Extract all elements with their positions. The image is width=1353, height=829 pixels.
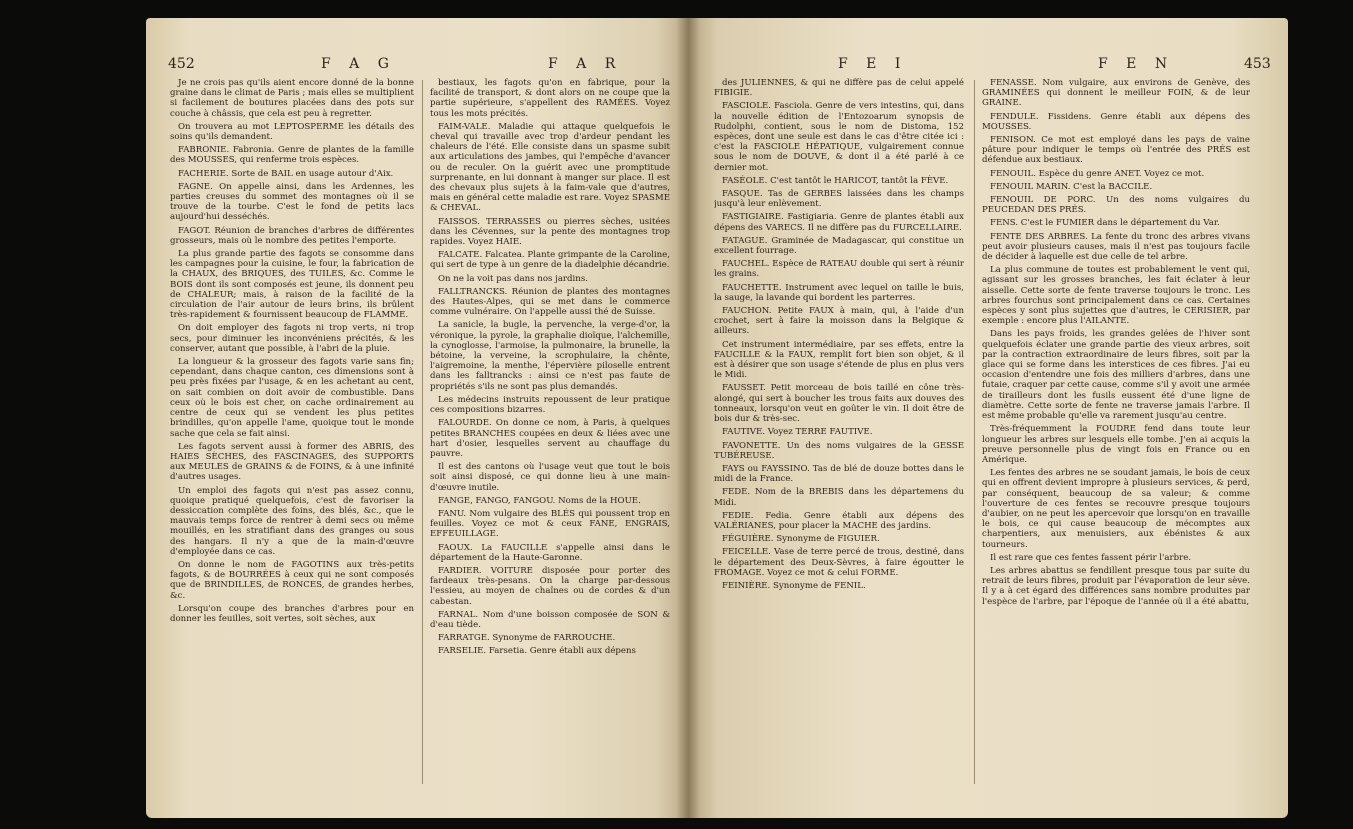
book-gutter <box>676 18 700 818</box>
text-column <box>170 78 414 788</box>
left-page-header <box>146 56 688 80</box>
paragraph: FARSELIE. Farsetia. Genre établi aux dépens <box>438 646 636 657</box>
right-page <box>688 18 1288 818</box>
paragraph: FENDULE. Fissidens. Genre établi aux dépens des MOUSSES. <box>982 111 1250 132</box>
paragraph: La sanicle, la bugle, la pervenche, la verge-d'or, la véronique, la pyrole, la graphalie dioïque, l'alchemille, la cynoglosse, l'armoise, la pulmonaire, la brunelle, la bétoine, la verveine, la scrophulaire, la chênte, l'aigremoine, la menthe, l'épervière piloselle entrent dans les falltrancks : ainsi ce n'est pas faute de propriétés s'ils ne sont pas plus demandés. <box>430 320 670 392</box>
paragraph: Les arbres abattus se fendillent presque tous par suite du retrait de leurs fibres, produit par l'évaporation de leur sève. Il y a à cet égard des différences sans nombre produites par l'espèce de l'arbre, par l'époque de l'année où il a été abattu, <box>982 565 1250 607</box>
paragraph: FACHERIE. Sorte de BAIL en usage autour d'Aix. <box>178 168 394 179</box>
paragraph: bestiaux, les fagots qu'on en fabrique, pour la facilité de transport, & dont alors on ne coupe que la partie supérieure, s'appellent des RAMÉES. Voyez tous les mots précités. <box>430 78 670 119</box>
text-column <box>714 78 964 788</box>
paragraph: FALOURDE. On donne ce nom, à Paris, à quelques petites BRANCHES coupées en deux & liées avec une hart d'osier, lesquelles servent au chauffage du pauvre. <box>430 418 670 459</box>
page-number: 453 <box>1244 56 1271 72</box>
column-rule <box>974 80 975 784</box>
paragraph: On donne le nom de FAGOTINS aux très-petits fagots, & de BOURRÉES à ceux qui ne sont composés que de BRINDILLES, de RONCES, de grandes herbes, &c. <box>170 559 414 601</box>
paragraph: FEDE. Nom de la BREBIS dans les départemens du Midi. <box>714 487 964 508</box>
page-number: 452 <box>168 56 195 72</box>
paragraph: FAUTIVE. Voyez TERRE FAUTIVE. <box>722 427 873 438</box>
paragraph: FAISSOS. TERRASSES ou pierres sèches, usitées dans les Cévennes, sur la pente des montagnes trop rapides. Voyez HAIE. <box>430 216 670 248</box>
paragraph: FAGNE. On appelle ainsi, dans les Ardennes, les parties creuses du sommet des montagnes où il se trouve de la tourbe. C'est le fond de petits lacs aujourd'hui desséchés. <box>170 181 414 223</box>
paragraph: des JULIENNES, & qui ne diffère pas de celui appelé FIBIGIE. <box>714 78 964 99</box>
running-head: F A R <box>548 56 623 72</box>
paragraph: La plus grande partie des fagots se consomme dans les campagnes pour la cuisine, le four, la fabrication de la CHAUX, des BRIQUES, des TUILES, &c. Comme le BOIS dont ils sont composés est jeune, ils donnent peu de CHALEUR; mais, à raison de la facilité de la circulation de l'air autour de leurs brins, ils brûlent très-rapidement & fournissent beaucoup de FLAMME. <box>170 249 414 321</box>
paragraph: FAUCHETTE. Instrument avec lequel on taille le buis, la sauge, la lavande qui bordent les parterres. <box>714 282 964 303</box>
paragraph: FALLTRANCKS. Réunion de plantes des montagnes des Hautes-Alpes, qui se met dans le commerce comme vulnéraire. On l'appelle aussi thé de Suisse. <box>430 286 670 318</box>
paragraph: On ne la voit pas dans nos jardins. <box>438 273 588 284</box>
paragraph: FANU. Nom vulgaire des BLÉS qui poussent trop en feuilles. Voyez ce mot & ceux FANE, ENGRAIS, EFFEUILLAGE. <box>430 508 670 540</box>
paragraph: FENISON. Ce mot est employé dans les pays de vaine pâture pour indiquer le temps où l'entrée des PRÉS est défendue aux bestiaux. <box>982 135 1250 166</box>
running-head: F E N <box>1098 56 1175 72</box>
paragraph: FASTIGIAIRE. Fastigiaria. Genre de plantes établi aux dépens des VARECS. Il ne diffère pas du FURCELLAIRE. <box>714 212 964 233</box>
paragraph: Les fagots servent aussi à former des ABRIS, des HAIES SÈCHES, des FASCINAGES, des SUPPORTS aux MEULES de GRAINS & de FOINS, & à une infinité d'autres usages. <box>170 441 414 483</box>
paragraph: FENOUIL MARIN. C'est la BACCILE. <box>990 181 1153 192</box>
paragraph: FAVONETTE. Un des noms vulgaires de la GESSE TUBÉREUSE. <box>714 440 964 461</box>
paragraph: FABRONIE. Fabronia. Genre de plantes de la famille des MOUSSES, qui renferme trois espèces. <box>170 145 414 166</box>
paragraph: On doit employer des fagots ni trop verts, ni trop secs, pour diminuer les inconvéniens précités, & les conserver, autant que possible, à l'abri de la pluie. <box>170 323 414 354</box>
paragraph: FÉGUIÈRE. Synonyme de FIGUIER. <box>722 534 880 545</box>
paragraph: Les fentes des arbres ne se soudant jamais, le bois de ceux qui en offrent devient impropre à plusieurs services, & perd, par conséquent, beaucoup de sa valeur; & comme l'ouverture de ces fentes se recouvre presque toujours d'aubier, on ne peut les apercevoir que lorsqu'on en travaille le bois, ce qui cause beaucoup de mécomptes aux charpentiers, aux menuisiers, aux ébénistes & aux tourneurs. <box>982 468 1250 550</box>
paragraph: FENS. C'est le FUMIER dans le département du Var. <box>990 218 1220 229</box>
paragraph: FAOUX. La FAUCILLE s'appelle ainsi dans le département de la Haute-Garonne. <box>430 542 670 563</box>
paragraph: FEINIÈRE. Synonyme de FENIL. <box>722 580 866 591</box>
paragraph: Il est des cantons où l'usage veut que tout le bois soit ainsi disposé, ce qui donne lieu à une main-d'œuvre inutile. <box>430 462 670 493</box>
paragraph: On trouvera au mot LEPTOSPERME les détails des soins qu'ils demandent. <box>170 121 414 143</box>
paragraph: FAUCHON. Petite FAUX à main, qui, à l'aide d'un crochet, sert à faire la moisson dans la Belgique & ailleurs. <box>714 306 964 337</box>
paragraph: Je ne crois pas qu'ils aient encore donné de la bonne graine dans le climat de Paris ; mais elles se multiplient si facilement de boutures placées dans des pots sur couche à châssis, que cela est peu à regretter. <box>170 78 414 119</box>
paragraph: FARRATGE. Synonyme de FARROUCHE. <box>438 633 616 644</box>
paragraph: La longueur & la grosseur des fagots varie sans fin; cependant, dans chaque canton, ces dimensions sont à peu près fixées par l'usage, & en les achetant au cent, on sait combien on doit avoir de combustible. Dans ceux où le bois est cher, on cache ordinairement au centre de ceux qui se vendent les plus petites brindilles, qu'on appelle l'ame, quoique tout le monde sache que cela se fait ainsi. <box>170 357 414 439</box>
paragraph: Dans les pays froids, les grandes gelées de l'hiver sont quelquefois éclater une grande partie des vieux arbres, soit par la contraction extraordinaire de leurs fibres, soit par la glace qui se forme dans les interstices de ces fibres. J'ai eu occasion d'entendre une fois des milliers d'arbres, dans une futaie, craquer par cette cause, comme s'il y avoit une armée de tirailleurs dont les fusils eussent été d'une ligne de diamètre. Cette sorte de fente ne traverse jamais l'arbre. Il est même probable qu'elle va rarement jusqu'au centre. <box>982 329 1250 422</box>
paragraph: FALCATE. Falcatea. Plante grimpante de la Caroline, qui sert de type à un genre de la diadelphie décandrie. <box>430 250 670 271</box>
text-column <box>430 78 670 788</box>
paragraph: La plus commune de toutes est probablement le vent qui, agissant sur les grosses branches, les fait éclater à leur aisselle. Cette sorte de fente traverse toujours le tronc. Les arbres fourchus sont principalement dans ce cas. Certaines espèces y sont plus sujettes que d'autres, le CERISIER, par exemple : encore plus l'AILANTE. <box>982 265 1250 327</box>
running-head: F A G <box>321 56 396 72</box>
paragraph: FAYS ou FAYSSINO. Tas de blé de douze bottes dans le midi de la France. <box>714 463 964 485</box>
paragraph: FENOUIL DE PORC. Un des noms vulgaires du PEUCEDAN DES PRÉS. <box>982 195 1250 216</box>
paragraph: FANGE, FANGO, FANGOU. Noms de la HOUE. <box>438 495 641 506</box>
paragraph: FARNAL. Nom d'une boisson composée de SON & d'eau tiède. <box>430 609 670 630</box>
paragraph: FASQUE. Tas de GERBES laissées dans les champs jusqu'à leur enlèvement. <box>714 189 964 210</box>
paragraph: FEICELLE. Vase de terre percé de trous, destiné, dans le département des Deux-Sèvres, à faire égoutter le FROMAGE. Voyez ce mot & celui FORME. <box>714 547 964 578</box>
text-column <box>982 78 1250 788</box>
paragraph: Les médecins instruits repoussent de leur pratique ces compositions bizarres. <box>430 394 670 416</box>
paragraph: FASCIOLE. Fasciola. Genre de vers intestins, qui, dans la nouvelle édition de l'Entozoarum synopsis de Rudolphi, contient, sous le nom de Distoma, 152 espèces, dont une seule est dans le cas d'être citée ici : c'est la FASCIOLE HÉPATIQUE, vulgairement connue sous le nom de DOUVE, & dont il a été parlé à ce dernier mot. <box>714 101 964 173</box>
open-book <box>88 18 1291 818</box>
paragraph: FEDIE. Fedia. Genre établi aux dépens des VALÉRIANES, pour placer la MACHE des jardins. <box>714 510 964 531</box>
paragraph: FARDIER. VOITURE disposée pour porter des fardeaux très-pesans. On la charge par-dessous l'essieu, au moyen de chaînes ou de cordes & d'un cabestan. <box>430 565 670 607</box>
paragraph: Cet instrument intermédiaire, par ses effets, entre la FAUCILLE & la FAUX, remplit fort bien son objet, & il est à désirer que son usage s'étende de plus en plus vers le Midi. <box>714 339 964 381</box>
paragraph: FATAGUE. Graminée de Madagascar, qui constitue un excellent fourrage. <box>714 235 964 257</box>
paragraph: Lorsqu'on coupe des branches d'arbres pour en donner les feuilles, soit vertes, soit sèches, aux <box>170 603 414 624</box>
running-head: F E I <box>838 56 908 72</box>
right-page-header <box>688 56 1288 80</box>
paragraph: Très-fréquemment la FOUDRE fend dans toute leur longueur les arbres sur lesquels elle tombe. J'en ai acquis la preuve personnelle plus de vingt fois en France ou en Amérique. <box>982 424 1250 465</box>
column-rule <box>422 80 423 784</box>
paragraph: FASÉOLE. C'est tantôt le HARICOT, tantôt la FÈVE. <box>722 175 949 186</box>
paragraph: FAUSSET. Petit morceau de bois taillé en cône très-alongé, qui sert à boucher les trous faits aux douves des tonneaux, lorsqu'on veut en goûter le vin. Il doit être de bois dur & très-sec. <box>714 383 964 425</box>
paragraph: FAGOT. Réunion de branches d'arbres de différentes grosseurs, mais où le nombre des petites l'emporte. <box>170 225 414 246</box>
paragraph: FENTE DES ARBRES. La fente du tronc des arbres vivans peut avoir plusieurs causes, mais il n'est pas toujours facile de décider à laquelle est due celle de tel arbre. <box>982 231 1250 263</box>
paragraph: FAUCHEL. Espèce de RATEAU double qui sert à réunir les grains. <box>714 259 964 280</box>
paragraph: FAIM-VALE. Maladie qui attaque quelquefois le cheval qui travaille avec trop d'ardeur pendant les chaleurs de l'été. Elle consiste dans un spasme subit aux articulations des jambes, qui l'empêche d'avancer ou de reculer. On la guérit avec une promptitude surprenante, en lui donnant à manger sur place. Il est des chevaux plus sujets à la faim-vale que d'autres, mais en général cette maladie est rare. Voyez SPASME & CHEVAL. <box>430 121 670 214</box>
paragraph: Il est rare que ces fentes fassent périr l'arbre. <box>990 552 1192 563</box>
paragraph: FENASSE. Nom vulgaire, aux environs de Genève, des GRAMINÉES qui donnent le meilleur FOIN, & de leur GRAINE. <box>982 78 1250 109</box>
paragraph: Un emploi des fagots qui n'est pas assez connu, quoique pratiqué quelquefois, c'est de favoriser la dessiccation complète des foins, des blés, &c., que le mauvais temps force de rentrer à demi secs ou même mouillés, en les stratifiant dans des granges ou sous des hangars. Il n'y a que de la main-d'œuvre d'employée dans ce cas. <box>170 485 414 557</box>
paragraph: FENOUIL. Espèce du genre ANET. Voyez ce mot. <box>990 168 1205 179</box>
left-page <box>146 18 688 818</box>
